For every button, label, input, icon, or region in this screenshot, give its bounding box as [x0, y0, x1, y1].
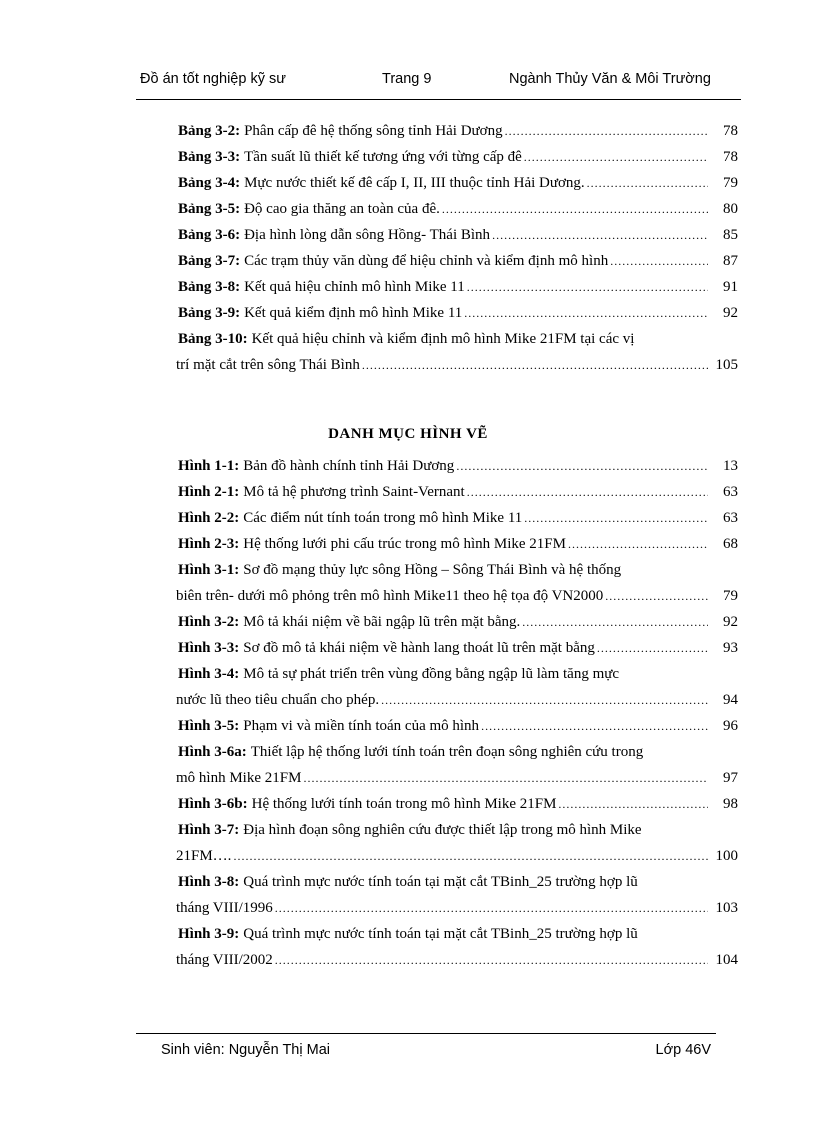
- leader-dots: [303, 765, 708, 791]
- toc-entry: [178, 170, 738, 196]
- toc-entry: [178, 609, 738, 635]
- entry-page-number: 94: [723, 692, 738, 708]
- toc-entry: [178, 661, 738, 713]
- entry-title: Sơ đồ mạng thủy lực sông Hồng – Sông Thái Bình và hệ thống: [243, 562, 622, 578]
- entry-title: Độ cao gia thăng an toàn của đê.: [244, 201, 440, 217]
- figure-list: [178, 453, 738, 973]
- entry-title: Kết quả kiểm định mô hình Mike 11: [244, 305, 463, 321]
- entry-title: Phân cấp đê hệ thống sông tỉnh Hải Dương: [244, 123, 503, 139]
- footer-student: Sinh viên: Nguyễn Thị Mai: [161, 1042, 330, 1058]
- entry-title: Bản đồ hành chính tỉnh Hải Dương: [243, 458, 455, 474]
- leader-dots: [275, 895, 708, 921]
- entry-label: Bảng 3-2:: [178, 123, 241, 139]
- entry-title: Mô tả hệ phương trình Saint-Vernant: [243, 484, 465, 500]
- toc-entry: [178, 453, 738, 479]
- entry-title-continued: tháng VIII/2002: [176, 952, 273, 968]
- entry-title: Mô tả sự phát triển trên vùng đồng bằng ngập lũ làm tăng mực: [243, 666, 620, 682]
- entry-page-number: 79: [723, 588, 738, 604]
- leader-dots: [524, 505, 708, 531]
- entry-title: Thiết lập hệ thống lưới tính toán trên đoạn sông nghiên cứu trong: [250, 744, 644, 760]
- entry-label: Bảng 3-7:: [178, 253, 241, 269]
- toc-entry: [178, 222, 738, 248]
- entry-page-number: 80: [723, 201, 738, 217]
- header-rule: [136, 99, 741, 100]
- toc-entry: [178, 300, 738, 326]
- entry-label: Hình 2-2:: [178, 510, 240, 526]
- entry-label: Hình 3-5:: [178, 718, 240, 734]
- toc-entry: [178, 479, 738, 505]
- leader-dots: [610, 248, 708, 274]
- entry-title: Các điểm nút tính toán trong mô hình Mike 11: [243, 510, 523, 526]
- entry-title: Địa hình đoạn sông nghiên cứu được thiết lập trong mô hình Mike: [243, 822, 642, 838]
- toc-entry: [178, 274, 738, 300]
- entry-label: Hình 3-2:: [178, 614, 240, 630]
- entry-label: Bảng 3-4:: [178, 175, 241, 191]
- entry-label: Bảng 3-6:: [178, 227, 241, 243]
- entry-title-continued: nước lũ theo tiêu chuẩn cho phép.: [176, 692, 380, 708]
- page-header: [140, 71, 740, 93]
- leader-dots: [467, 274, 708, 300]
- toc-entry: [178, 118, 738, 144]
- entry-title-continued: tháng VIII/1996: [176, 900, 273, 916]
- leader-dots: [568, 531, 708, 557]
- leader-dots: [605, 583, 708, 609]
- entry-title-continued: biên trên- dưới mô phỏng trên mô hình Mike11 theo hệ tọa độ VN2000: [176, 588, 604, 604]
- entry-page-number: 68: [723, 536, 738, 552]
- entry-page-number: 97: [723, 770, 738, 786]
- toc-entry: [178, 635, 738, 661]
- entry-page-number: 63: [723, 484, 738, 500]
- header-page-number: Trang 9: [382, 71, 432, 87]
- entry-label: Bảng 3-5:: [178, 201, 241, 217]
- leader-dots: [467, 479, 708, 505]
- entry-page-number: 100: [715, 848, 738, 864]
- entry-page-number: 93: [723, 640, 738, 656]
- entry-title-continued: trí mặt cắt trên sông Thái Bình: [176, 357, 360, 373]
- entry-label: Bảng 3-9:: [178, 305, 241, 321]
- leader-dots: [558, 791, 708, 817]
- entry-label: Hình 2-1:: [178, 484, 240, 500]
- leader-dots: [362, 352, 708, 378]
- toc-entry: [178, 505, 738, 531]
- entry-page-number: 91: [723, 279, 738, 295]
- toc-entry: [178, 248, 738, 274]
- entry-title: Sơ đồ mô tả khái niệm về hành lang thoát lũ trên mặt bằng: [243, 640, 595, 656]
- entry-page-number: 105: [715, 357, 738, 373]
- entry-title: Kết quả hiệu chỉnh và kiểm định mô hình Mike 21FM tại các vị: [251, 331, 635, 347]
- header-right: Ngành Thủy Văn & Môi Trường: [509, 71, 711, 87]
- toc-entry: [178, 791, 738, 817]
- header-left: Đồ án tốt nghiệp kỹ sư: [140, 71, 286, 87]
- leader-dots: [522, 609, 708, 635]
- entry-title: Địa hình lòng dẫn sông Hồng- Thái Bình: [244, 227, 491, 243]
- entry-label: Bảng 3-8:: [178, 279, 241, 295]
- entry-title: Phạm vi và miền tính toán của mô hình: [243, 718, 480, 734]
- entry-title: Các trạm thủy văn dùng để hiệu chỉnh và kiểm định mô hình: [244, 253, 609, 269]
- toc-entry: [178, 196, 738, 222]
- toc-entry: [178, 144, 738, 170]
- entry-page-number: 87: [723, 253, 738, 269]
- section-title: DANH MỤC HÌNH VẼ: [328, 426, 488, 442]
- entry-page-number: 103: [715, 900, 738, 916]
- toc-entry: [178, 921, 738, 973]
- leader-dots: [524, 144, 708, 170]
- entry-title-continued: mô hình Mike 21FM: [176, 770, 302, 786]
- toc-entry: [178, 326, 738, 378]
- entry-page-number: 79: [723, 175, 738, 191]
- entry-label: Hình 2-3:: [178, 536, 240, 552]
- entry-label: Hình 3-6a:: [178, 744, 247, 760]
- entry-page-number: 78: [723, 123, 738, 139]
- toc-entry: [178, 713, 738, 739]
- entry-page-number: 13: [723, 458, 738, 474]
- entry-label: Hình 3-6b:: [178, 796, 248, 812]
- table-list: [178, 118, 738, 378]
- toc-entry: [178, 869, 738, 921]
- entry-page-number: 92: [723, 305, 738, 321]
- entry-label: Hình 3-1:: [178, 562, 240, 578]
- entry-page-number: 63: [723, 510, 738, 526]
- leader-dots: [597, 635, 708, 661]
- entry-label: Hình 3-8:: [178, 874, 240, 890]
- entry-page-number: 98: [723, 796, 738, 812]
- entry-title: Mực nước thiết kế đê cấp I, II, III thuộc tỉnh Hải Dương.: [244, 175, 585, 191]
- leader-dots: [381, 687, 708, 713]
- entry-title-continued: 21FM….: [176, 848, 232, 864]
- entry-page-number: 96: [723, 718, 738, 734]
- toc-entry: [178, 817, 738, 869]
- entry-title: Tần suất lũ thiết kế tương ứng với từng cấp đê: [244, 149, 522, 165]
- footer-class: Lớp 46V: [655, 1042, 711, 1058]
- entry-title: Kết quả hiệu chỉnh mô hình Mike 11: [244, 279, 465, 295]
- leader-dots: [481, 713, 708, 739]
- entry-page-number: 85: [723, 227, 738, 243]
- entry-label: Hình 3-3:: [178, 640, 240, 656]
- leader-dots: [505, 118, 708, 144]
- entry-page-number: 92: [723, 614, 738, 630]
- leader-dots: [587, 170, 708, 196]
- footer-rule: [136, 1033, 716, 1034]
- entry-page-number: 78: [723, 149, 738, 165]
- entry-label: Bảng 3-3:: [178, 149, 241, 165]
- entry-title: Mô tả khái niệm về bãi ngập lũ trên mặt bằng.: [243, 614, 521, 630]
- toc-entry: [178, 557, 738, 609]
- entry-label: Hình 3-9:: [178, 926, 240, 942]
- toc-entry: [178, 739, 738, 791]
- entry-title: Hệ thống lưới phi cấu trúc trong mô hình Mike 21FM: [243, 536, 566, 552]
- leader-dots: [492, 222, 708, 248]
- entry-page-number: 104: [715, 952, 738, 968]
- toc-entry: [178, 531, 738, 557]
- entry-title: Quá trình mực nước tính toán tại mặt cắt TBinh_25 trường hợp lũ: [243, 926, 638, 942]
- entry-title: Hệ thống lưới tính toán trong mô hình Mike 21FM: [251, 796, 557, 812]
- entry-title: Quá trình mực nước tính toán tại mặt cắt TBinh_25 trường hợp lũ: [243, 874, 638, 890]
- entry-label: Hình 1-1:: [178, 458, 240, 474]
- leader-dots: [442, 196, 708, 222]
- leader-dots: [456, 453, 708, 479]
- entry-label: Hình 3-7:: [178, 822, 240, 838]
- entry-label: Hình 3-4:: [178, 666, 240, 682]
- entry-label: Bảng 3-10:: [178, 331, 248, 347]
- leader-dots: [275, 947, 708, 973]
- leader-dots: [464, 300, 708, 326]
- leader-dots: [233, 843, 708, 869]
